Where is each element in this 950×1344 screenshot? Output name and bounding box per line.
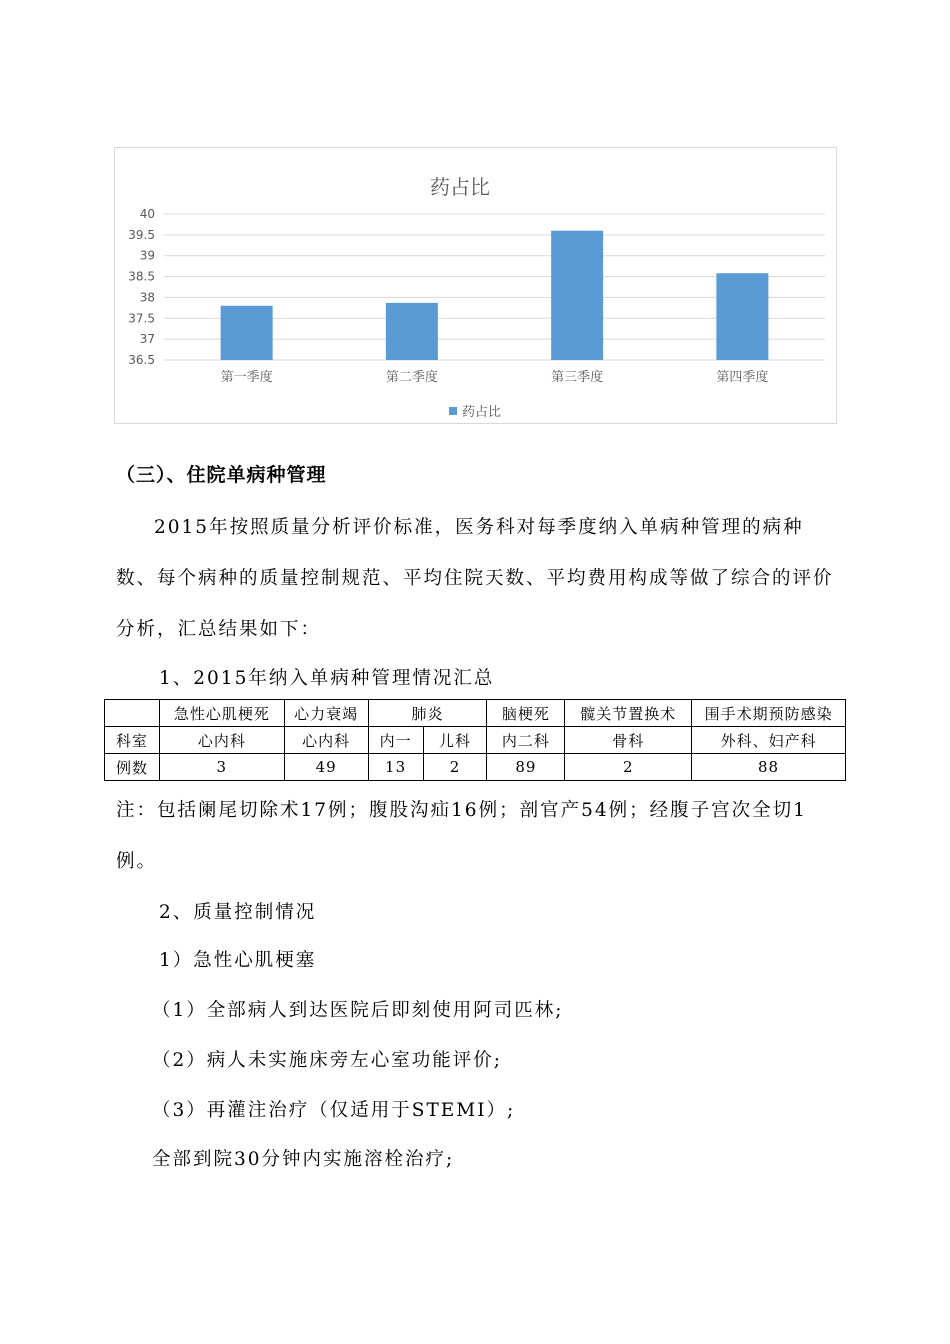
table-cell: 88	[692, 754, 846, 781]
table-title: 1、2015年纳入单病种管理情况汇总	[159, 668, 495, 689]
bar	[386, 303, 438, 360]
table-header-cell	[105, 700, 160, 727]
table-cell: 2	[423, 754, 487, 781]
table-cell: 心内科	[159, 727, 284, 754]
legend-swatch	[449, 407, 457, 415]
table-note: 注：包括阑尾切除术17例；腹股沟疝16例；剖官产54例；经腹子宫次全切1例。	[116, 800, 807, 872]
x-tick-label: 第三季度	[551, 370, 604, 385]
table-header-cell: 脑梗死	[487, 700, 565, 727]
bar	[716, 273, 768, 360]
chart-title: 药占比	[430, 175, 490, 199]
legend-label: 药占比	[462, 405, 502, 420]
intro-paragraph	[116, 502, 836, 655]
table-cell: 内一	[368, 727, 423, 754]
table-cell: 49	[284, 754, 368, 781]
table-cell: 3	[159, 754, 284, 781]
table-cell: 儿科	[423, 727, 487, 754]
table-row-count	[105, 754, 846, 781]
y-tick-label: 38	[139, 290, 155, 305]
table-cell: 心内科	[284, 727, 368, 754]
bar	[221, 306, 273, 360]
chart-svg	[115, 148, 838, 425]
table-header-cell: 肺炎	[368, 700, 487, 727]
table-row-dept	[105, 727, 846, 754]
table-cell: 外科、妇产科	[692, 727, 846, 754]
item-1: （1）全部病人到达医院后即刻使用阿司匹林;	[152, 1000, 564, 1021]
table-header-row	[105, 700, 846, 727]
table-header-cell: 心力衰竭	[284, 700, 368, 727]
chart-y-axis	[128, 207, 155, 367]
table-header-cell: 急性心肌梗死	[159, 700, 284, 727]
summary-table	[104, 699, 846, 781]
item-2: （2）病人未实施床旁左心室功能评价;	[152, 1050, 503, 1071]
table-cell: 骨科	[565, 727, 692, 754]
y-tick-label: 39	[139, 248, 155, 263]
x-tick-label: 第一季度	[220, 370, 273, 385]
intro-text: 2015年按照质量分析评价标准，医务科对每季度纳入单病种管理的病种数、每个病种的质量控制规范、平均住院天数、平均费用构成等做了综合的评价分析，汇总结果如下：	[116, 517, 834, 640]
section-heading: （三）、住院单病种管理	[116, 464, 327, 486]
table-cell: 例数	[105, 754, 160, 781]
table-cell: 13	[368, 754, 423, 781]
x-tick-label: 第四季度	[716, 370, 769, 385]
table-cell: 2	[565, 754, 692, 781]
drug-ratio-chart	[114, 147, 837, 424]
y-tick-label: 37.5	[128, 311, 155, 326]
y-tick-label: 40	[139, 207, 155, 221]
x-tick-label: 第二季度	[385, 370, 438, 385]
table-header-cell: 髋关节置换术	[565, 700, 692, 727]
y-tick-label: 39.5	[128, 227, 155, 242]
table-cell: 内二科	[487, 727, 565, 754]
y-tick-label: 38.5	[128, 269, 155, 284]
chart-legend	[449, 404, 501, 420]
item-3: （3）再灌注治疗（仅适用于STEMI）;	[152, 1100, 516, 1121]
y-tick-label: 36.5	[128, 353, 155, 367]
chart-x-axis	[221, 369, 769, 385]
chart-bars	[221, 231, 769, 360]
table-cell: 89	[487, 754, 565, 781]
y-tick-label: 37	[139, 332, 155, 347]
table-header-cell: 围手术期预防感染	[692, 700, 846, 727]
ami-title: 1）急性心肌梗塞	[159, 950, 317, 971]
table-cell: 科室	[105, 727, 160, 754]
last-line: 全部到院30分钟内实施溶栓治疗;	[152, 1149, 455, 1170]
quality-title: 2、质量控制情况	[159, 902, 317, 923]
bar	[551, 231, 603, 360]
